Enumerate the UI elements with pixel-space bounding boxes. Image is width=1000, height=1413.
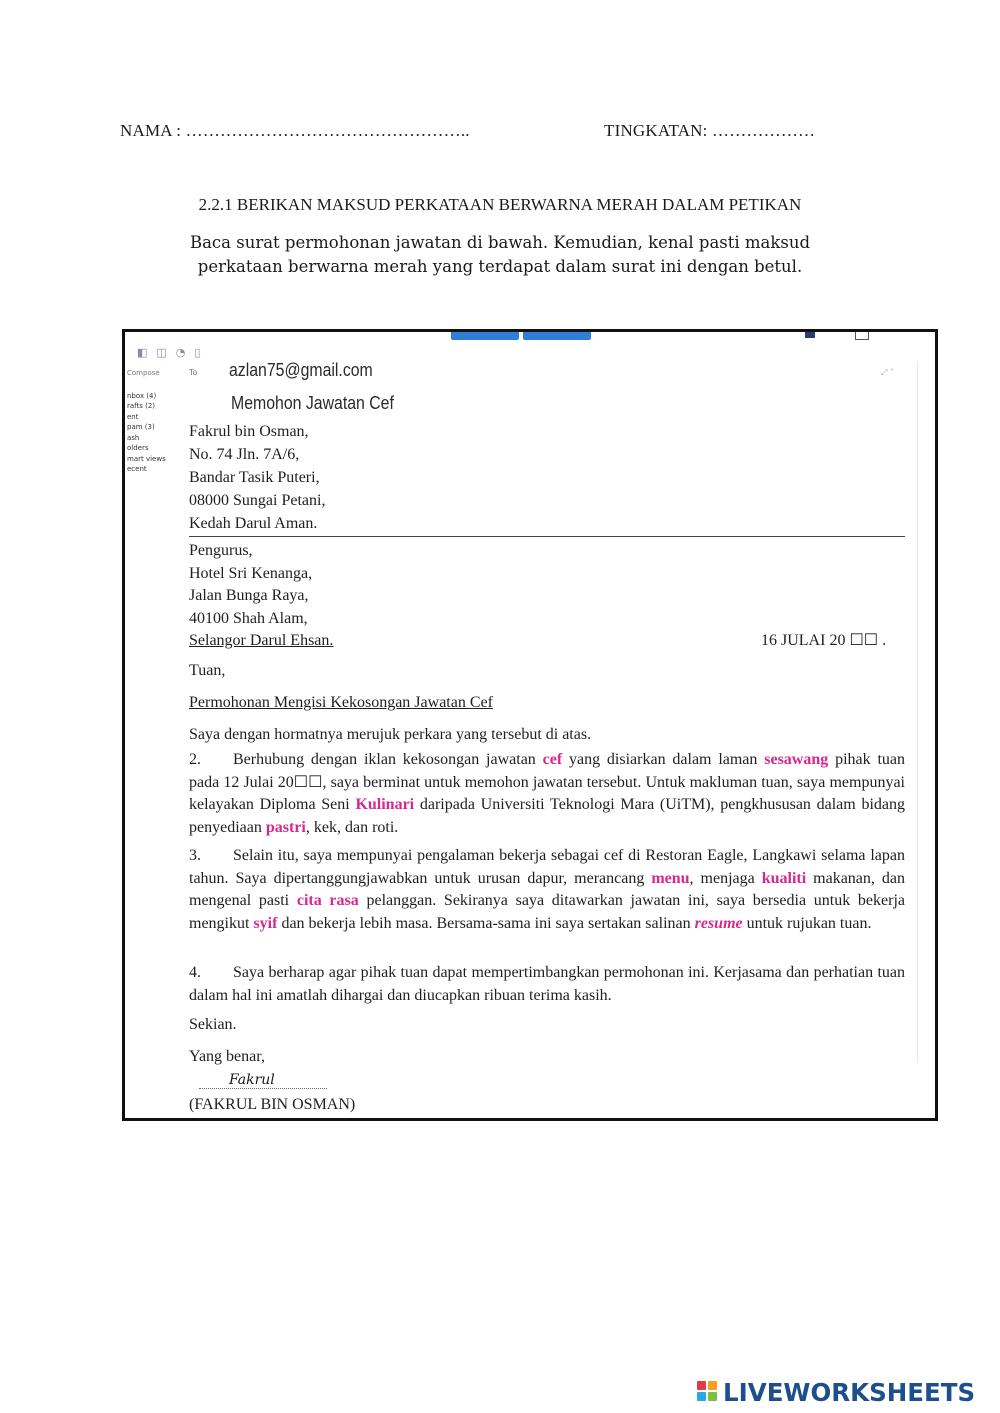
section-title: 2.2.1 BERIKAN MAKSUD PERKATAAN BERWARNA MERAH DALAM PETIKAN: [198, 195, 802, 214]
instruction-text: [0, 231, 1000, 279]
scrollbar-edge: [917, 362, 918, 1062]
sender-name: (FAKRUL BIN OSMAN): [189, 1096, 356, 1113]
highlighted-word: Kulinari: [355, 796, 415, 813]
recipient-address: [189, 540, 333, 653]
email-screenshot-frame: [122, 329, 938, 1121]
highlighted-word: cita rasa: [296, 892, 359, 909]
sidebar-item: ecent: [127, 465, 147, 473]
letter-date: 16 JULAI 20 ☐☐ .: [761, 632, 887, 649]
paragraph-3: [189, 845, 905, 935]
paragraph-number: 2.: [189, 751, 201, 768]
handwritten-signature: Fakrul: [229, 1072, 275, 1088]
highlighted-word: sesawang: [764, 751, 829, 768]
paragraph-text: Berhubung dengan iklan kekosongan jawatan: [233, 751, 543, 768]
expand-icon: ⤢ ˅: [881, 368, 894, 377]
paragraph-number: 3.: [189, 847, 201, 864]
toolbar-button: [451, 329, 519, 340]
paragraph-text: yang disiarkan dalam laman: [562, 751, 765, 768]
address-line: 40100 Shah Alam,: [189, 609, 308, 627]
address-line: Kedah Darul Aman.: [189, 515, 318, 532]
salutation: Tuan,: [189, 662, 226, 679]
address-line: No. 74 Jln. 7A/6,: [189, 446, 300, 463]
paragraph-text: Saya berharap agar pihak tuan dapat mempertimbangkan permohonan ini. Kerjasama dan perhatian tuan dalam hal ini amatlah dihargai dan diucapkan ribuan terima kasih.: [189, 964, 905, 1004]
email-subject: Memohon Jawatan Cef: [231, 393, 394, 413]
highlighted-word: pastri: [265, 818, 306, 836]
sidebar-item: nbox (4): [127, 391, 157, 400]
toolbar-button: [523, 329, 591, 340]
sign-off: Yang benar,: [189, 1048, 265, 1065]
address-line: Jalan Bunga Raya,: [189, 587, 309, 604]
address-line: 08000 Sungai Petani,: [189, 492, 326, 509]
instruction-line: Baca surat permohonan jawatan di bawah. Kemudian, kenal pasti maksud: [189, 233, 811, 252]
name-field-label: NAMA : …………………………………………..: [120, 121, 470, 140]
paragraph-4: [189, 962, 905, 1007]
window-icon: [855, 330, 869, 340]
paragraph-text: , kek, dan roti.: [305, 818, 399, 836]
recipient-icon: To: [189, 368, 198, 377]
sidebar-item: olders: [127, 444, 149, 452]
highlighted-word: resume: [694, 914, 743, 932]
compose-label: Compose: [127, 369, 160, 377]
sidebar-item: mart views: [127, 454, 166, 463]
highlighted-word: menu: [651, 869, 690, 887]
highlighted-word: syif: [253, 914, 278, 932]
sidebar-item: ash: [127, 433, 140, 442]
paragraph-text: untuk rujukan tuan.: [742, 914, 872, 932]
address-line: Selangor Darul Ehsan.: [189, 632, 334, 649]
paragraph-text: dan bekerja lebih masa. Bersama-sama ini saya sertakan salinan: [277, 914, 695, 932]
sidebar-item: pam (3): [127, 423, 155, 431]
paragraph-text: daripada Universiti Teknologi Mara (UiTM), pengkhususan dalam bidang penyediaan: [189, 796, 905, 836]
paragraph-2: [189, 749, 905, 839]
paragraph-text: pihak tuan pada 12 Julai 20☐☐, saya berminat untuk memohon jawatan tersebut. Untuk makluman tuan, saya mempunyai kelayakan Diploma Seni: [189, 751, 905, 813]
divider: [189, 536, 905, 537]
paragraph-text: , menjaga: [689, 869, 762, 887]
bookmark-icon: [805, 330, 815, 338]
closing: Sekian.: [189, 1016, 237, 1033]
letter-subject: Permohonan Mengisi Kekosongan Jawatan Cef: [189, 694, 493, 711]
signature-line: [199, 1088, 327, 1089]
opening-line: Saya dengan hormatnya merujuk perkara yang tersebut di atas.: [189, 726, 592, 743]
address-line: Fakrul bin Osman,: [189, 423, 309, 440]
highlighted-word: cef: [542, 751, 563, 768]
toolbar-icons: ◧◫◔▯: [137, 346, 210, 359]
paragraph-text: makanan, dan mengenal pasti: [189, 869, 905, 909]
sidebar-item: rafts (2): [127, 402, 156, 410]
email-recipient: azlan75@gmail.com: [229, 360, 373, 380]
form-level-field-label: TINGKATAN: ………………: [604, 121, 816, 140]
sidebar-item: ent: [127, 412, 139, 421]
mail-sidebar: [127, 368, 179, 475]
highlighted-word: kualiti: [761, 869, 807, 887]
sender-address: [189, 420, 325, 535]
logo-mark-icon: [697, 1381, 719, 1403]
paragraph-text: pelanggan. Sekiranya saya ditawarkan jawatan ini, saya bersedia untuk bekerja mengikut: [189, 892, 906, 932]
logo-text: LIVEWORKSHEETS: [723, 1378, 976, 1407]
address-line: Pengurus,: [189, 542, 253, 559]
paragraph-number: 4.: [189, 964, 201, 981]
address-line: Bandar Tasik Puteri,: [189, 469, 320, 486]
instruction-line: perkataan berwarna merah yang terdapat dalam surat ini dengan betul.: [197, 257, 803, 276]
paragraph-text: Selain itu, saya mempunyai pengalaman bekerja sebagai cef di Restoran Eagle, Langkawi selama lapan tahun. Saya dipertanggungjawabkan untuk urusan dapur, merancang: [189, 847, 905, 887]
address-line: Hotel Sri Kenanga,: [189, 564, 313, 582]
